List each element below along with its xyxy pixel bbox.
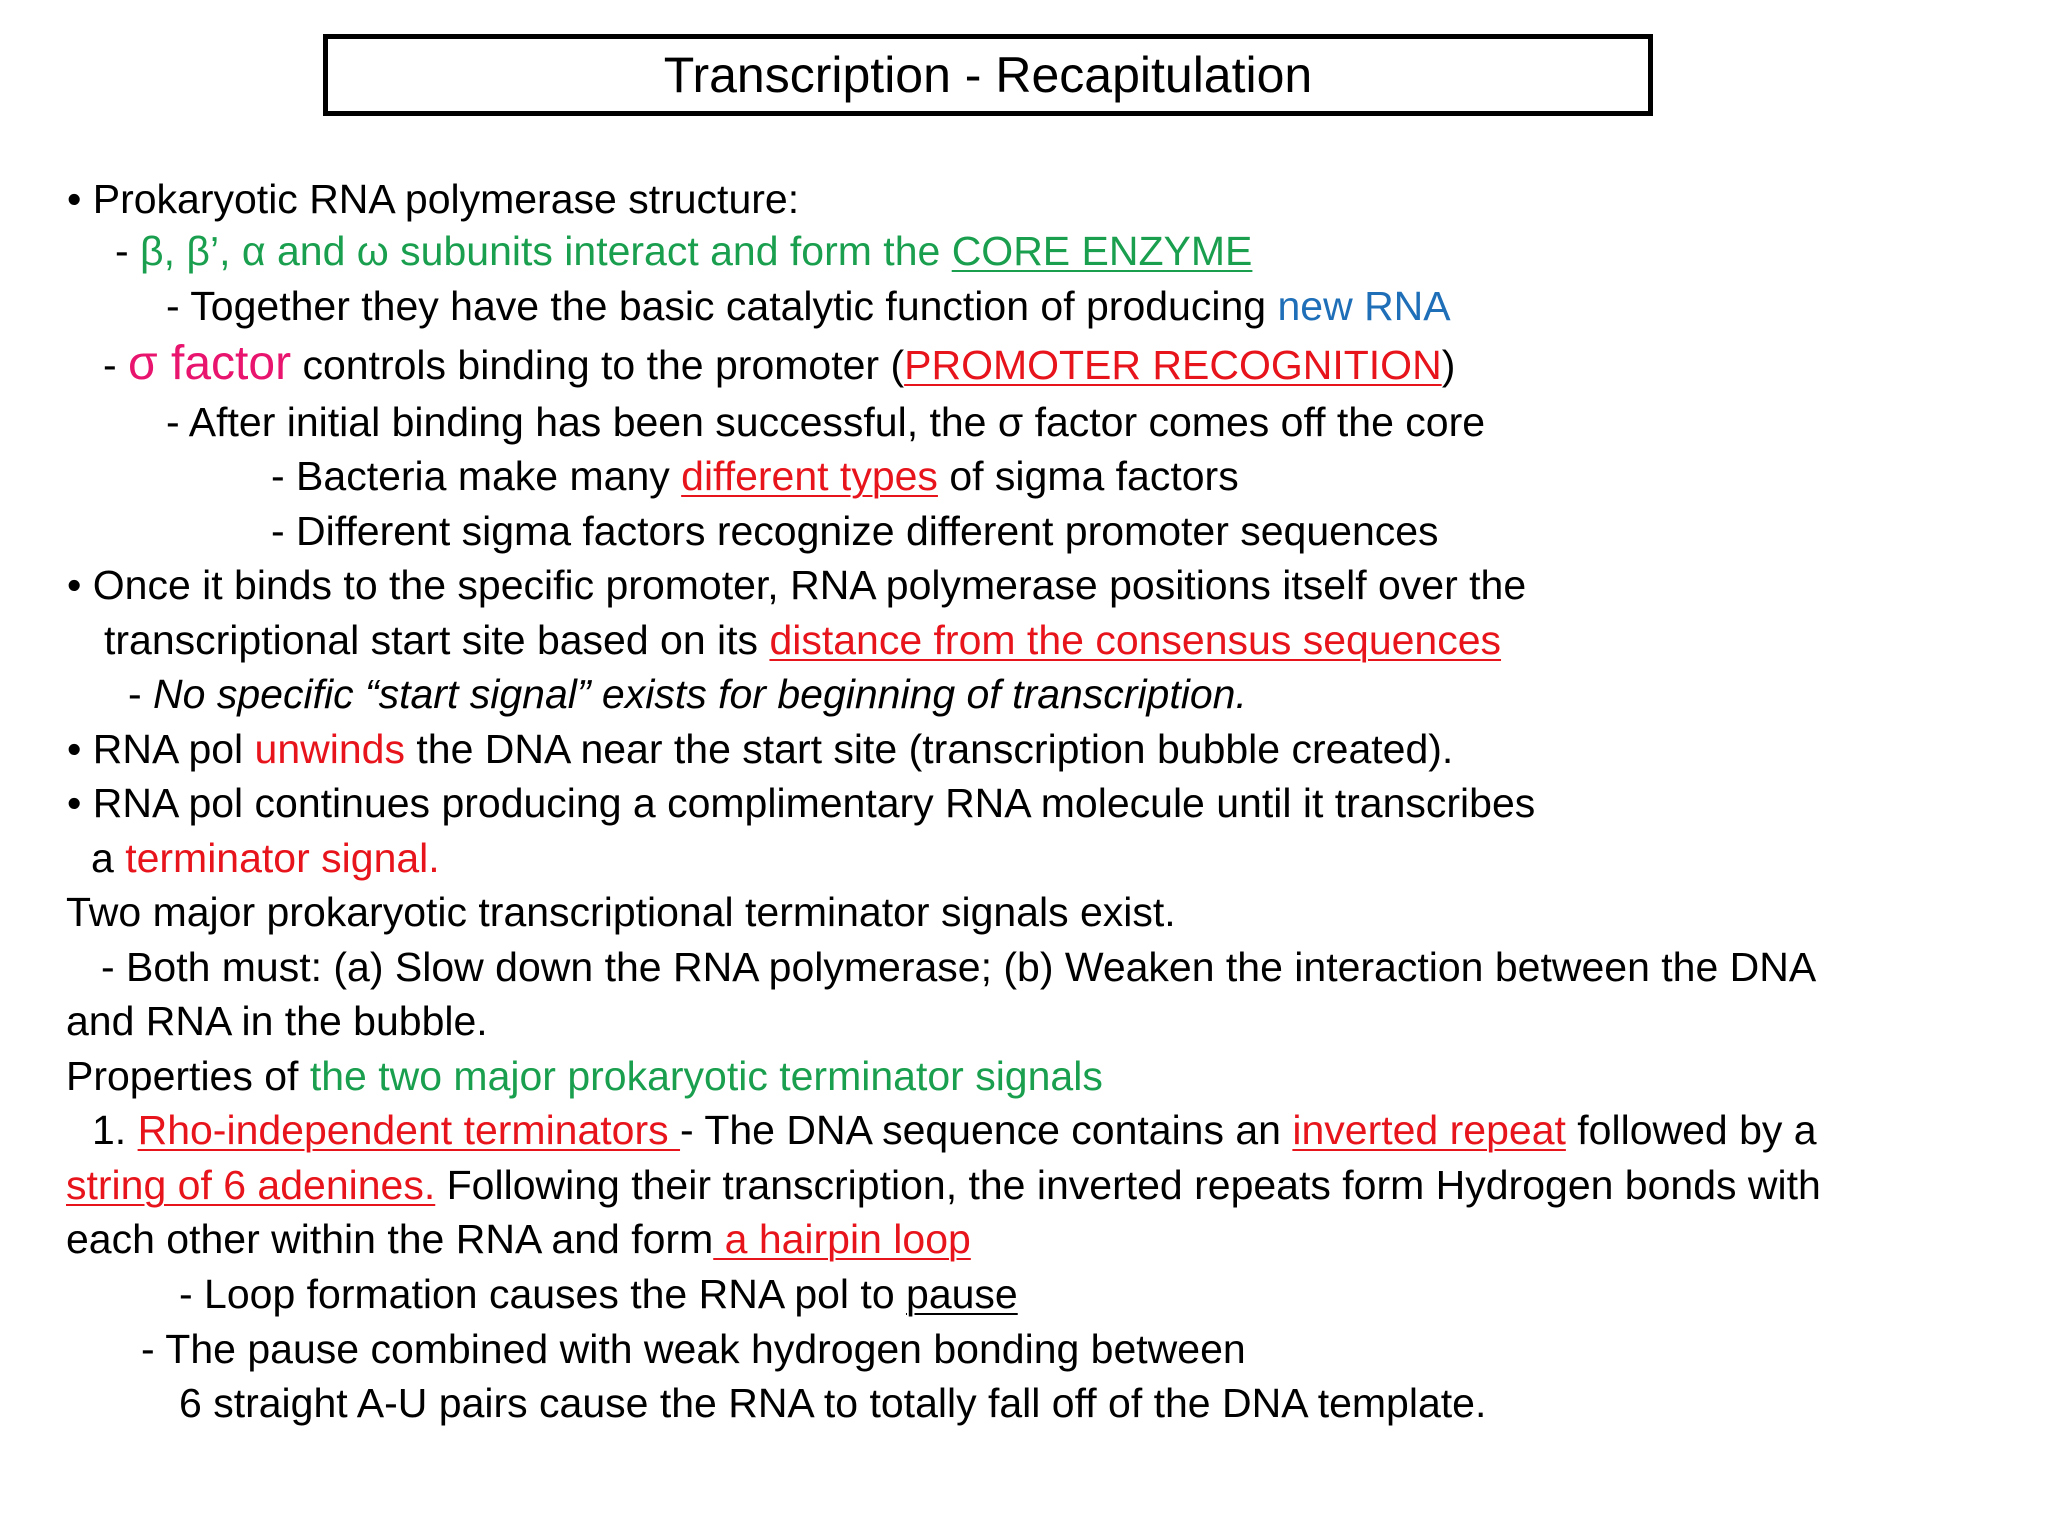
text-line: each other within the RNA and form: [66, 1216, 714, 1262]
line-properties: [66, 1053, 1103, 1099]
line-bubble: [66, 998, 488, 1044]
text-line: 1.: [92, 1107, 138, 1153]
different-types-term: different types: [681, 453, 938, 499]
text-line: • RNA pol: [67, 726, 255, 772]
line-core-enzyme: [115, 228, 1253, 274]
line-sigma-types: [271, 453, 1239, 499]
hairpin-loop-term: a hairpin loop: [713, 1216, 971, 1262]
line-pause-combined: [141, 1326, 1246, 1372]
text-line: - The DNA sequence contains an: [680, 1107, 1293, 1153]
text-line: and RNA in the bubble.: [66, 998, 488, 1044]
text-line: the DNA near the start site (transcription bubble created).: [404, 726, 1454, 772]
text-line: Two major prokaryotic transcriptional terminator signals exist.: [66, 889, 1176, 935]
line-fall-off: [179, 1380, 1487, 1426]
text-line: - After initial binding has been successful, the σ factor comes off the core: [166, 399, 1486, 445]
text-line: Properties of: [66, 1053, 310, 1099]
rho-independent-term: Rho-independent terminators: [137, 1107, 681, 1153]
line-rho-independent: [92, 1107, 1817, 1153]
line-sigma-recognize: [271, 508, 1439, 554]
line-pause: [179, 1271, 1018, 1317]
text-line: controls binding to the promoter (: [291, 342, 905, 388]
bullet-polymerase-structure: [67, 176, 800, 222]
text-line: - Different sigma factors recognize different promoter sequences: [271, 508, 1439, 554]
line-after-binding: [166, 399, 1486, 445]
subunits-text: β, β’, α and ω subunits interact and form the: [140, 228, 952, 274]
text-line: - The pause combined with weak hydrogen bonding between: [141, 1326, 1246, 1372]
line-catalytic-function: [166, 283, 1451, 329]
paren: ): [1441, 342, 1456, 388]
text-line: - Both must: (a) Slow down the RNA polymerase; (b) Weaken the interaction between the DNA: [101, 944, 1817, 990]
sigma-factor-term: σ factor: [128, 337, 292, 390]
terminator-signal-term: terminator signal.: [125, 835, 440, 881]
core-enzyme-term: CORE ENZYME: [951, 228, 1253, 274]
text-line: 6 straight A-U pairs cause the RNA to totally fall off of the DNA template.: [179, 1380, 1487, 1426]
slide-title: Transcription - Recapitulation: [663, 47, 1313, 103]
title-box: [323, 34, 1653, 116]
line-start-site: [104, 617, 1502, 663]
dash: -: [115, 228, 141, 274]
line-two-major: [66, 889, 1176, 935]
dash: -: [128, 671, 154, 717]
line-both-must: [101, 944, 1817, 990]
bullet-positions: [67, 562, 1527, 608]
line-no-start-signal: [128, 671, 1247, 717]
promoter-recognition-term: PROMOTER RECOGNITION: [904, 342, 1442, 388]
unwinds-term: unwinds: [254, 726, 405, 772]
text-line: • Once it binds to the specific promoter, RNA polymerase positions itself over the: [67, 562, 1527, 608]
inverted-repeat-term: inverted repeat: [1292, 1107, 1566, 1153]
two-signals-term: the two major prokaryotic terminator signals: [309, 1053, 1103, 1099]
bullet-unwinds: [67, 726, 1454, 772]
text-line: of sigma factors: [937, 453, 1239, 499]
line-terminator-signal: [91, 835, 440, 881]
line-hairpin: [66, 1216, 971, 1262]
text-line: • Prokaryotic RNA polymerase structure:: [67, 176, 800, 222]
text-line: followed by a: [1565, 1107, 1817, 1153]
text-line: transcriptional start site based on its: [104, 617, 770, 663]
line-sigma-factor: [103, 337, 1456, 390]
pause-term: pause: [906, 1271, 1018, 1317]
text-line: - Together they have the basic catalytic function of producing: [166, 283, 1278, 329]
bullet-continues: [67, 780, 1536, 826]
text-line: • RNA pol continues producing a complimentary RNA molecule until it transcribes: [67, 780, 1536, 826]
text-line: - Bacteria make many: [271, 453, 682, 499]
consensus-distance-term: distance from the consensus sequences: [769, 617, 1502, 663]
text-line: Following their transcription, the inverted repeats form Hydrogen bonds with: [435, 1162, 1821, 1208]
adenines-term: string of 6 adenines.: [66, 1162, 436, 1208]
line-adenines: [66, 1162, 1821, 1208]
new-rna-term: new RNA: [1277, 283, 1451, 329]
italic-note: No specific “start signal” exists for beginning of transcription.: [153, 671, 1247, 717]
dash: -: [103, 342, 129, 388]
text-line: - Loop formation causes the RNA pol to: [179, 1271, 907, 1317]
text-line: a: [91, 835, 126, 881]
